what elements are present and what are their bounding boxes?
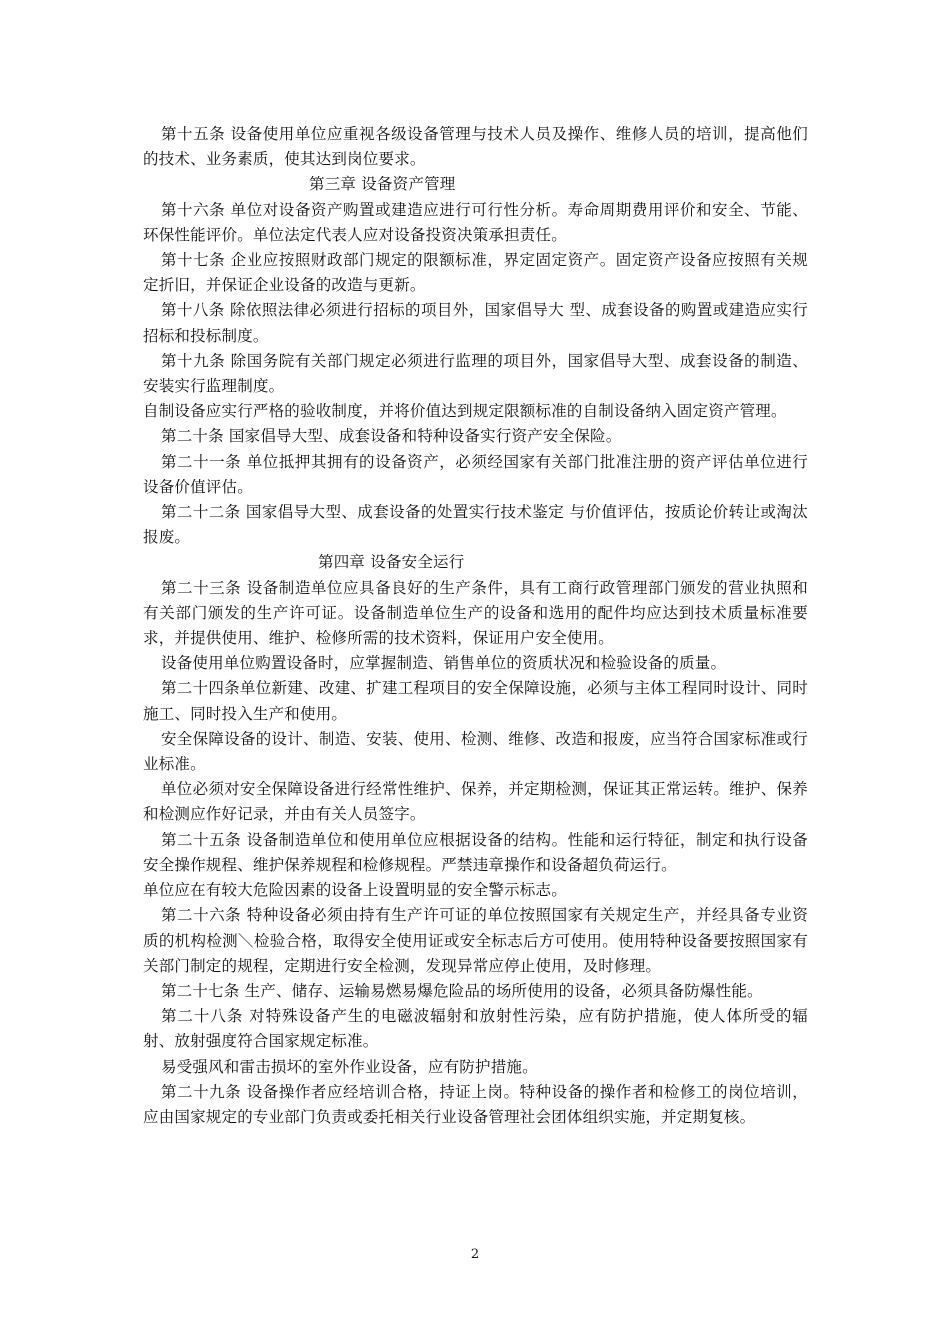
article-16: 第十六条 单位对设备资产购置或建造应进行可行性分析。寿命周期费用评价和安全、节能、环保性能评价。单位法定代表人应对设备投资决策承担责任。 <box>143 200 808 244</box>
article-27: 第二十七条 生产、储存、运输易燃易爆危险品的场所使用的设备，必须具备防爆性能。 <box>161 981 763 1000</box>
article-24-continued-1: 安全保障设备的设计、制造、安装、使用、检测、维修、改造和报废，应当符合国家标准或行业标准。 <box>143 729 808 774</box>
article-22: 第二十二条 国家倡导大型、成套设备的处置实行技术鉴定 与价值评估，按质论价转让或淘汰报废。 <box>143 503 808 547</box>
article-20: 第二十条 国家倡导大型、成套设备和特种设备实行资产安全保险。 <box>161 427 622 446</box>
article-25: 第二十五条 设备制造单位和使用单位应根据设备的结构。性能和运行特征，制定和执行设备安全操作规程、维护保养规程和检修规程。严禁违章操作和设备超负荷运行。 <box>143 830 808 874</box>
article-26: 第二十六条 特种设备必须由持有生产许可证的单位按照国家有关规定生产，并经具备专业资质的机构检测＼检验合格，取得安全使用证或安全标志后方可使用。使用特种设备要按照国家有关部门制定的规程，定期进行安全检测，发现异常应停止使用，及时修理。 <box>143 906 808 975</box>
article-28: 第二十八条 对特殊设备产生的电磁波辐射和放射性污染，应有防护措施，使人体所受的辐射、放射强度符合国家规定标准。 <box>143 1007 808 1051</box>
document-body <box>143 122 808 1130</box>
article-21: 第二十一条 单位抵押其拥有的设备资产，必须经国家有关部门批准注册的资产评估单位进行设备价值评估。 <box>143 452 808 496</box>
article-15: 第十五条 设备使用单位应重视各级设备管理与技术人员及操作、维修人员的培训，提高他们的技术、业务素质，使其达到岗位要求。 <box>143 125 808 169</box>
chapter-4-heading: 第四章 设备安全运行 <box>318 553 465 572</box>
article-17: 第十七条 企业应按照财政部门规定的限额标准，界定固定资产。固定资产设备应按照有关规定折旧，并保证企业设备的改造与更新。 <box>143 251 808 295</box>
chapter-3-heading: 第三章 设备资产管理 <box>309 175 456 194</box>
article-19-continued: 自制设备应实行严格的验收制度，并将价值达到规定限额标准的自制设备纳入固定资产管理。 <box>143 402 787 421</box>
article-18: 第十八条 除依照法律必须进行招标的项目外，国家倡导大 型、成套设备的购置或建造应实行招标和投标制度。 <box>143 301 808 345</box>
article-29: 第二十九条 设备操作者应经培训合格，持证上岗。特种设备的操作者和检修工的岗位培训，应由国家规定的专业部门负责或委托相关行业设备管理社会团体组织实施，并定期复核。 <box>143 1082 808 1126</box>
article-25-continued: 单位应在有较大危险因素的设备上设置明显的安全警示标志。 <box>143 881 567 900</box>
article-24-continued-2: 单位必须对安全保障设备进行经常性维护、保养，并定期检测，保证其正常运转。维护、保养和检测应作好记录，并由有关人员签字。 <box>143 780 808 824</box>
page-number: 2 <box>470 1247 480 1262</box>
article-19: 第十九条 除国务院有关部门规定必须进行监理的项目外，国家倡导大型、成套设备的制造、安装实行监理制度。 <box>143 351 808 396</box>
article-24: 第二十四条单位新建、改建、扩建工程项目的安全保障设施，必须与主体工程同时设计、同时施工、同时投入生产和使用。 <box>143 679 808 723</box>
article-23-continued: 设备使用单位购置设备时，应掌握制造、销售单位的资质状况和检验设备的质量。 <box>161 654 727 673</box>
article-28-continued: 易受强风和雷击损坏的室外作业设备，应有防护措施。 <box>161 1057 538 1076</box>
article-23: 第二十三条 设备制造单位应具备良好的生产条件，具有工商行政管理部门颁发的营业执照和有关部门颁发的生产许可证。设备制造单位生产的设备和选用的配件均应达到技术质量标准要求，并提供使用、维护、检修所需的技术资料，保证用户安全使用。 <box>143 578 808 648</box>
